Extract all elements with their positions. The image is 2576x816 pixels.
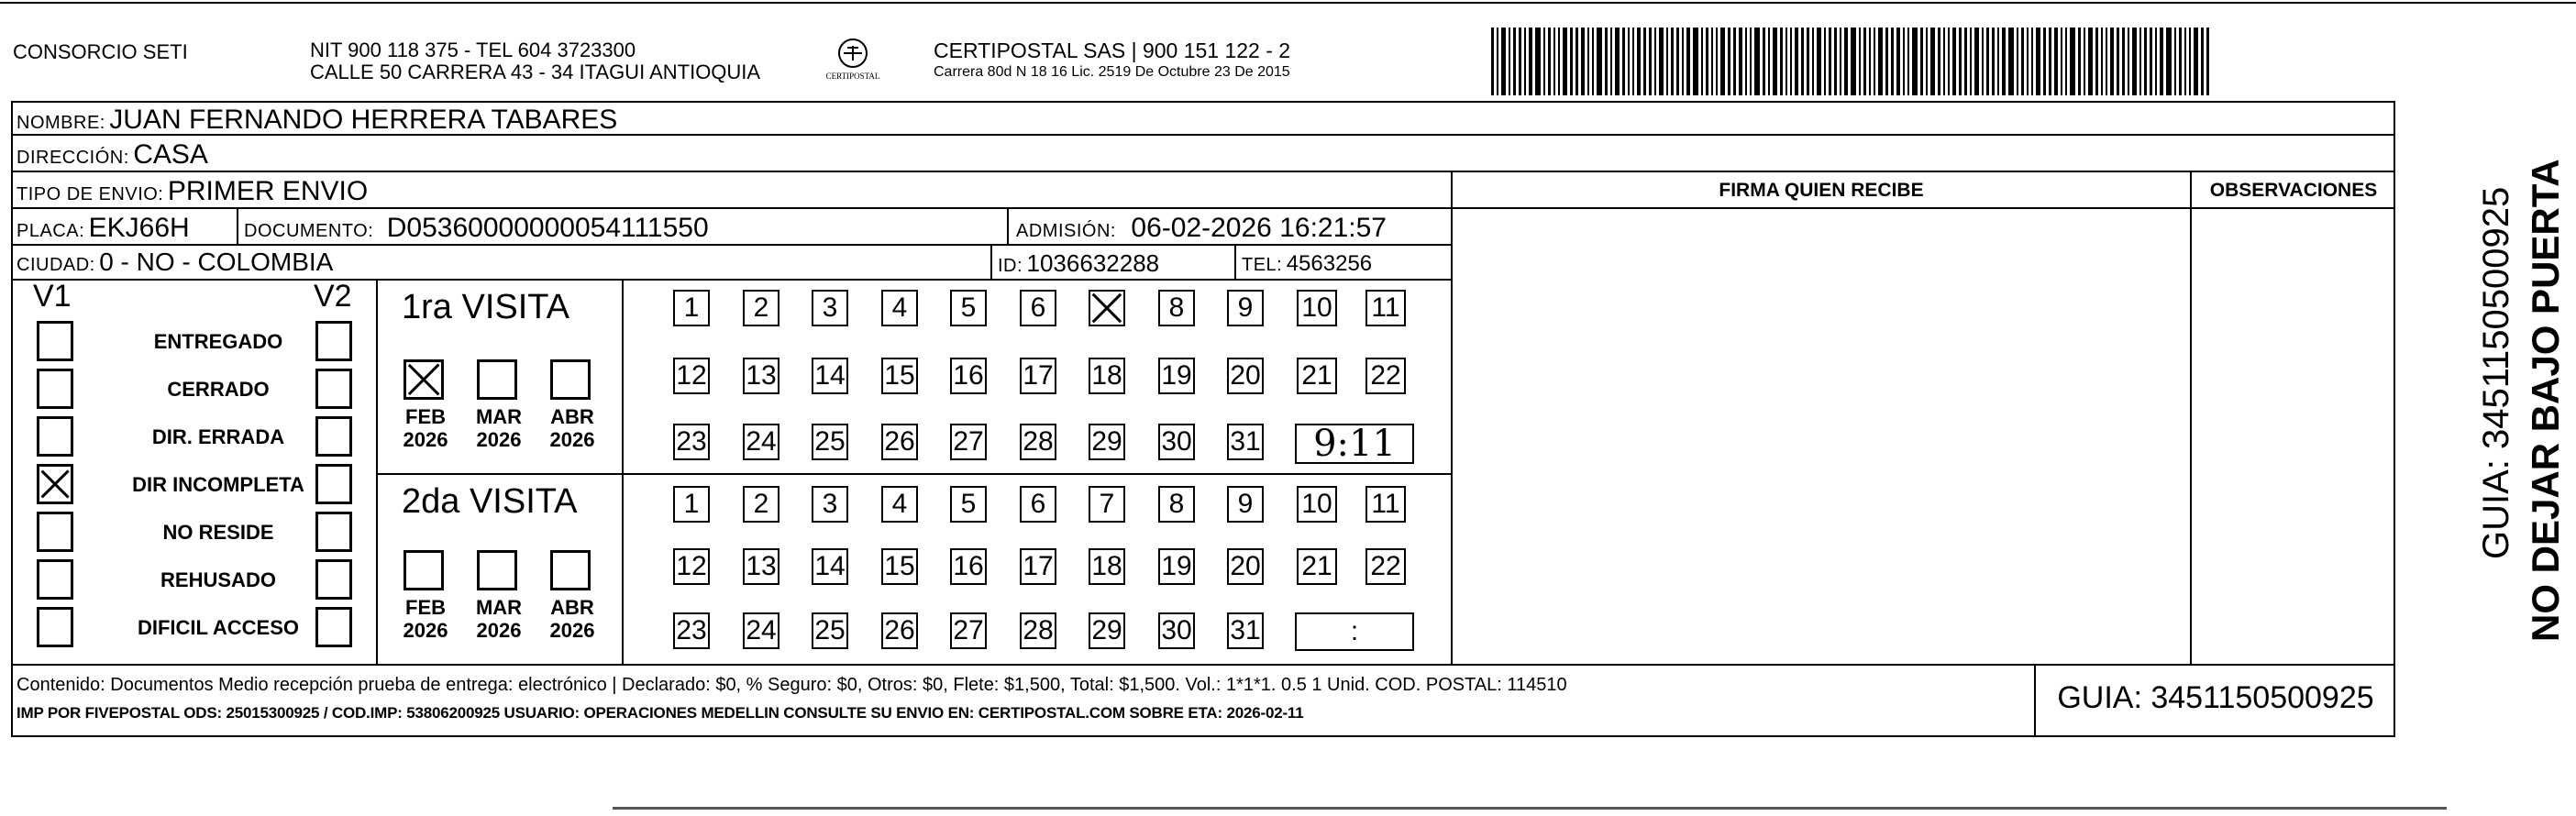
first-visit-day-22[interactable]: 22: [1365, 358, 1406, 394]
imp-line: IMP POR FIVEPOSTAL ODS: 25015300925 / COD.IMP: 53806200925 USUARIO: OPERACIONES MEDELLIN CONSULTE SU ENVIO EN: CERTIPOSTAL.COM SOBRE ETA: 2026-02-11: [17, 704, 1304, 722]
recipient-name: JUAN FERNANDO HERRERA TABARES: [109, 105, 618, 135]
plate-label: PLACA:: [17, 221, 85, 241]
status-label-dir-incompleta: DIR INCOMPLETA: [132, 473, 304, 496]
tel-label: TEL:: [1242, 255, 1283, 275]
first-visit-day-15[interactable]: 15: [881, 358, 918, 394]
second-visit-day-2[interactable]: 2: [743, 486, 779, 523]
top-rule: [0, 2, 2576, 4]
v1-checkbox-dificil-acceso[interactable]: [37, 607, 73, 647]
second-visit-day-30[interactable]: 30: [1158, 612, 1195, 649]
ship-type-field: [17, 176, 368, 207]
license-line: Carrera 80d N 18 16 Lic. 2519 De Octubre 23 De 2015: [934, 64, 1290, 80]
first-visit-day-9[interactable]: 9: [1227, 290, 1264, 326]
first-visit-month-label-abr: ABR: [550, 405, 594, 428]
second-visit-day-19[interactable]: 19: [1158, 548, 1195, 585]
v2-checkbox-dir-errada[interactable]: [315, 416, 352, 457]
second-visit-day-27[interactable]: 27: [950, 612, 987, 649]
first-visit-label: 1ra VISITA: [402, 288, 570, 326]
first-visit-day-12[interactable]: 12: [673, 358, 710, 394]
side-guia: GUIA: 3451150500925: [2476, 186, 2516, 559]
second-visit-month-label-abr: ABR: [550, 596, 594, 619]
first-visit-day-13[interactable]: 13: [743, 358, 779, 394]
address-field: [17, 139, 208, 171]
first-visit-day-2[interactable]: 2: [743, 290, 779, 326]
second-visit-day-3[interactable]: 3: [812, 486, 848, 523]
second-visit-day-4[interactable]: 4: [881, 486, 918, 523]
v1-checkbox-cerrado[interactable]: [37, 369, 73, 409]
first-visit-day-21[interactable]: 21: [1297, 358, 1337, 394]
first-visit-month-checkbox-mar[interactable]: [477, 359, 517, 400]
document-field: [244, 213, 709, 244]
first-visit-day-7[interactable]: [1089, 290, 1125, 326]
tel-value: 4563256: [1286, 251, 1373, 276]
first-visit-day-30[interactable]: 30: [1158, 424, 1195, 460]
second-visit-label: 2da VISITA: [402, 482, 578, 521]
first-visit-day-19[interactable]: 19: [1158, 358, 1195, 394]
v2-checkbox-no-reside[interactable]: [315, 512, 352, 552]
second-visit-day-1[interactable]: 1: [673, 486, 710, 523]
name-field: [17, 105, 617, 136]
second-visit-day-11[interactable]: 11: [1365, 486, 1406, 523]
second-visit-day-21[interactable]: 21: [1297, 548, 1337, 585]
city-field: [17, 248, 333, 277]
bottom-rule: [613, 807, 2447, 810]
status-label-no-reside: NO RESIDE: [162, 521, 274, 544]
observations-label: OBSERVACIONES: [2209, 180, 2378, 201]
id-field: [998, 249, 1159, 278]
first-visit-day-4[interactable]: 4: [881, 290, 918, 326]
second-visit-day-7[interactable]: 7: [1089, 486, 1125, 523]
v2-checkbox-dir-incompleta[interactable]: [315, 464, 352, 504]
second-visit-day-15[interactable]: 15: [881, 548, 918, 585]
status-label-dir-errada: DIR. ERRADA: [151, 425, 285, 448]
status-label-rehusado: REHUSADO: [160, 568, 276, 591]
first-visit-day-14[interactable]: 14: [812, 358, 848, 394]
id-value: 1036632288: [1026, 249, 1160, 277]
second-visit-month-label-mar: MAR: [475, 596, 523, 619]
admission-field: [1016, 213, 1387, 244]
v1-checkbox-no-reside[interactable]: [37, 512, 73, 552]
certipostal-logo: [820, 35, 886, 86]
first-visit-day-17[interactable]: 17: [1020, 358, 1056, 394]
second-visit-day-23[interactable]: 23: [673, 612, 710, 649]
first-visit-month-checkbox-abr[interactable]: [550, 359, 591, 400]
v1-checkbox-rehusado[interactable]: [37, 559, 73, 600]
first-visit-year-label-mar: 2026: [476, 428, 522, 451]
nit-line: NIT 900 118 375 - TEL 604 3723300: [310, 39, 636, 61]
first-visit-day-16[interactable]: 16: [950, 358, 987, 394]
status-label-cerrado: CERRADO: [167, 378, 270, 401]
signature-area[interactable]: [1453, 209, 2188, 662]
second-visit-year-label-abr: 2026: [549, 619, 595, 642]
second-visit-day-22[interactable]: 22: [1365, 548, 1406, 585]
tel-field: [1242, 251, 1372, 277]
first-visit-day-25[interactable]: 25: [812, 424, 848, 460]
first-visit-day-24[interactable]: 24: [743, 424, 779, 460]
second-visit-day-18[interactable]: 18: [1089, 548, 1125, 585]
first-visit-day-23[interactable]: 23: [673, 424, 710, 460]
first-visit-day-8[interactable]: 8: [1158, 290, 1195, 326]
second-visit-day-8[interactable]: 8: [1158, 486, 1195, 523]
document-label: DOCUMENTO:: [244, 221, 374, 241]
first-visit-day-26[interactable]: 26: [881, 424, 918, 460]
status-label-dificil-acceso: DIFICIL ACCESO: [137, 616, 299, 639]
second-visit-month-checkbox-feb[interactable]: [404, 550, 444, 590]
second-visit-month-checkbox-abr[interactable]: [550, 550, 591, 590]
first-visit-year-label-feb: 2026: [403, 428, 448, 451]
v1-checkbox-dir-errada[interactable]: [37, 416, 73, 457]
first-visit-day-31[interactable]: 31: [1227, 424, 1264, 460]
second-visit-day-10[interactable]: 10: [1297, 486, 1337, 523]
second-visit-year-label-mar: 2026: [476, 619, 522, 642]
name-label: NOMBRE:: [17, 113, 105, 133]
city-label: CIUDAD:: [17, 255, 95, 275]
observations-area[interactable]: [2192, 209, 2394, 662]
footer-guia: GUIA: 3451150500925: [2057, 680, 2374, 715]
first-visit-day-20[interactable]: 20: [1227, 358, 1264, 394]
plate-field: [17, 213, 190, 244]
second-visit-day-13[interactable]: 13: [743, 548, 779, 585]
first-visit-time[interactable]: 9:11: [1295, 424, 1414, 464]
v1-label: V1: [33, 279, 72, 314]
second-visit-day-9[interactable]: 9: [1227, 486, 1264, 523]
first-visit-month-label-feb: FEB: [405, 405, 446, 428]
recipient-address: CASA: [133, 139, 208, 170]
first-visit-day-27[interactable]: 27: [950, 424, 987, 460]
barcode: [1491, 28, 2216, 95]
second-visit-day-14[interactable]: 14: [812, 548, 848, 585]
first-visit-year-label-abr: 2026: [549, 428, 595, 451]
first-visit-day-5[interactable]: 5: [950, 290, 987, 326]
first-visit-day-3[interactable]: 3: [812, 290, 848, 326]
v1-checkbox-entregado[interactable]: [37, 321, 73, 361]
first-visit-day-28[interactable]: 28: [1020, 424, 1056, 460]
first-visit-month-label-mar: MAR: [475, 405, 523, 428]
first-visit-month-checkbox-feb[interactable]: [404, 359, 444, 400]
second-visit-day-26[interactable]: 26: [881, 612, 918, 649]
status-label-entregado: ENTREGADO: [153, 330, 283, 353]
first-visit-day-1[interactable]: 1: [673, 290, 710, 326]
document-value: D05360000000054111550: [386, 213, 709, 243]
company-line: CERTIPOSTAL SAS | 900 151 122 - 2: [934, 39, 1291, 62]
ship-type-label: TIPO DE ENVIO:: [17, 184, 164, 204]
second-visit-month-label-feb: FEB: [405, 596, 446, 619]
admission-value: 06-02-2026 16:21:57: [1131, 213, 1387, 243]
second-visit-time[interactable]: :: [1295, 612, 1414, 651]
v2-checkbox-rehusado[interactable]: [315, 559, 352, 600]
second-visit-day-29[interactable]: 29: [1089, 612, 1125, 649]
first-visit-day-29[interactable]: 29: [1089, 424, 1125, 460]
ship-type: PRIMER ENVIO: [167, 176, 369, 206]
second-visit-day-24[interactable]: 24: [743, 612, 779, 649]
consortium-name: CONSORCIO SETI: [13, 40, 188, 63]
plate-value: EKJ66H: [88, 213, 190, 243]
second-visit-month-checkbox-mar[interactable]: [477, 550, 517, 590]
v1-checkbox-dir-incompleta[interactable]: [37, 464, 73, 504]
second-visit-day-20[interactable]: 20: [1227, 548, 1264, 585]
first-visit-day-11[interactable]: 11: [1365, 290, 1406, 326]
second-visit-day-16[interactable]: 16: [950, 548, 987, 585]
admission-label: ADMISIÓN:: [1016, 221, 1116, 241]
v2-checkbox-entregado[interactable]: [315, 321, 352, 361]
first-visit-day-10[interactable]: 10: [1297, 290, 1337, 326]
second-visit-day-17[interactable]: 17: [1020, 548, 1056, 585]
address-line: CALLE 50 CARRERA 43 - 34 ITAGUI ANTIOQUIA: [310, 61, 761, 83]
logo-text: CERTIPOSTAL: [825, 72, 880, 81]
v2-label: V2: [314, 279, 352, 314]
second-visit-day-31[interactable]: 31: [1227, 612, 1264, 649]
first-visit-day-18[interactable]: 18: [1089, 358, 1125, 394]
v2-checkbox-dificil-acceso[interactable]: [315, 607, 352, 647]
side-warning: NO DEJAR BAJO PUERTA: [2524, 159, 2567, 642]
first-visit-day-6[interactable]: 6: [1020, 290, 1056, 326]
v2-checkbox-cerrado[interactable]: [315, 369, 352, 409]
address-label: DIRECCIÓN:: [17, 148, 129, 168]
id-label: ID:: [998, 256, 1023, 276]
content-line: Contenido: Documentos Medio recepción prueba de entrega: electrónico | Declarado: $0, % Seguro: $0, Otros: $0, Flete: $1,500, Total: $1,500. Vol.: 1*1*1. 0.5 1 Unid. COD. POSTAL: 114510: [17, 675, 1567, 695]
signature-label: FIRMA QUIEN RECIBE: [1719, 180, 1924, 201]
second-visit-day-5[interactable]: 5: [950, 486, 987, 523]
second-visit-day-28[interactable]: 28: [1020, 612, 1056, 649]
second-visit-year-label-feb: 2026: [403, 619, 448, 642]
second-visit-day-12[interactable]: 12: [673, 548, 710, 585]
second-visit-day-25[interactable]: 25: [812, 612, 848, 649]
second-visit-day-6[interactable]: 6: [1020, 486, 1056, 523]
city-value: 0 - NO - COLOMBIA: [99, 248, 334, 276]
